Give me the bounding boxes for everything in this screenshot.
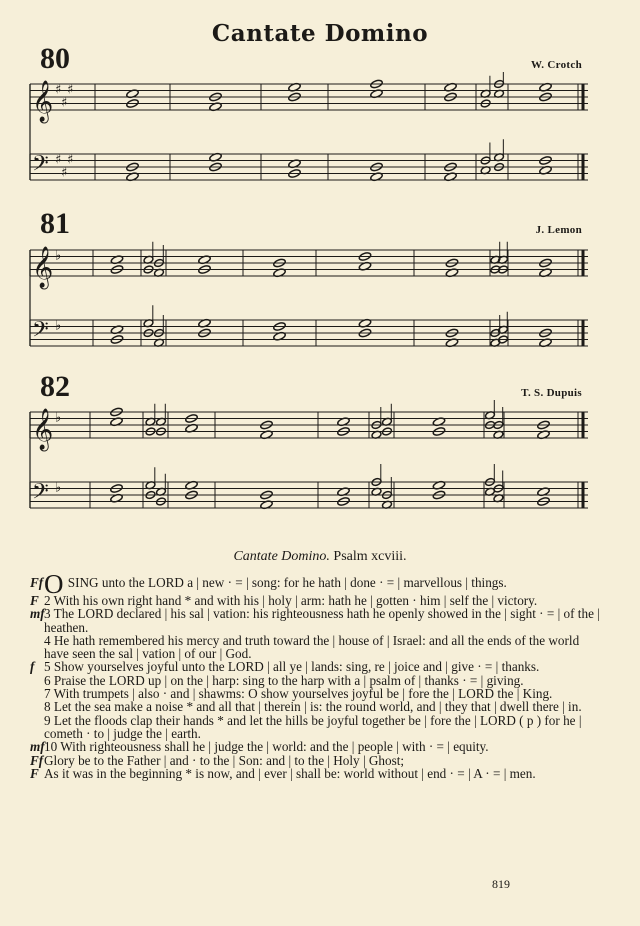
- chant-score-81: [28, 238, 608, 368]
- verse-text: 7 With trumpets | also · and | shawms: O show yourselves joyful be | fore the | LORD the | King.: [44, 686, 553, 702]
- dynamic-mark: F: [30, 765, 39, 781]
- sharp-icon: ♯: [67, 152, 74, 168]
- psalm-text: [30, 569, 602, 781]
- composer-80: W. Crotch: [531, 59, 582, 71]
- composer-82: T. S. Dupuis: [521, 387, 582, 399]
- sharp-icon: ♯: [61, 95, 68, 111]
- hymn-number-81: 81: [40, 207, 70, 240]
- dynamic-mark: Ff: [30, 752, 44, 768]
- verse-6: [30, 674, 602, 687]
- verse-2: [30, 594, 602, 607]
- verse-text: 9 Let the floods clap their hands * and let the hills be joyful together be | fore the | LORD ( p ) for he | cometh · to | judge the | earth.: [44, 712, 582, 741]
- gloria-1: [30, 754, 602, 767]
- verse-9: [30, 714, 602, 741]
- chant-caption: [0, 549, 640, 565]
- verse-1: [30, 569, 602, 599]
- verse-text: 5 Show yourselves joyful unto the LORD | all ye | lands: sing, re | joice and | give · = | thanks.: [44, 659, 540, 675]
- verse-text: 6 Praise the LORD up | on the | harp: sing to the harp with a | psalm of | thanks · = | giving.: [44, 672, 524, 688]
- drop-cap: O: [44, 569, 64, 599]
- verse-8: [30, 700, 602, 713]
- verse-text: 2 With his own right hand * and with his | holy | arm: hath he | gotten · him | self the | victory.: [44, 593, 538, 608]
- flat-icon: ♭: [55, 248, 62, 264]
- composer-81: J. Lemon: [535, 224, 582, 236]
- chant-score-82: [28, 400, 608, 530]
- verse-text: 8 Let the sea make a noise * and all that | therein | is: the round world, and | they that | dwell there | in.: [44, 699, 582, 715]
- chant-score-80: [28, 72, 608, 202]
- dynamic-mark: mf: [30, 739, 45, 755]
- gloria-2: [30, 767, 602, 780]
- dynamic-mark: mf: [30, 606, 45, 622]
- sharp-icon: ♯: [55, 152, 62, 168]
- flat-icon: ♭: [55, 480, 62, 496]
- verse-text: 4 He hath remembered his mercy and truth toward the | house of | Israel: and all the ends of the world have seen the sal | vation | of our | God.: [44, 632, 580, 662]
- verse-text: SING unto the LORD a | new · = | song: for he hath | done · = | marvellous | things.: [67, 575, 507, 590]
- bass-clef-icon: 𝄢: [32, 317, 49, 348]
- hymn-number-82: 82: [40, 370, 70, 403]
- caption-title: Cantate Domino.: [233, 549, 330, 564]
- treble-clef-icon: 𝄞: [32, 409, 54, 450]
- verse-text: Glory be to the Father | and · to the | Son: and | to the | Holy | Ghost;: [44, 752, 405, 768]
- sharp-icon: ♯: [67, 82, 74, 98]
- sharp-icon: ♯: [55, 82, 62, 98]
- verse-5: [30, 660, 602, 673]
- flat-icon: ♭: [55, 410, 62, 426]
- bass-clef-icon: 𝄢: [32, 151, 49, 182]
- verse-text: As it was in the beginning * is now, and | ever | shall be: world without | end · = | A · = | men.: [44, 765, 536, 781]
- dynamic-mark: f: [30, 659, 35, 675]
- dynamic-mark: Ff: [30, 575, 44, 590]
- caption-source: Psalm xcviii.: [333, 549, 407, 564]
- verse-3: [30, 607, 602, 634]
- verse-7: [30, 687, 602, 700]
- verse-4: [30, 634, 602, 661]
- hymn-number-80: 80: [40, 42, 70, 75]
- flat-icon: ♭: [55, 318, 62, 334]
- dynamic-mark: F: [30, 593, 39, 608]
- sharp-icon: ♯: [61, 165, 68, 181]
- verse-text: 3 The LORD declared | his sal | vation: his righteousness hath he openly showed in the | sight · = | of the | heathen.: [44, 606, 600, 635]
- page-title: Cantate Domino: [211, 20, 429, 47]
- treble-clef-icon: 𝄞: [32, 81, 54, 122]
- treble-clef-icon: 𝄞: [32, 247, 54, 288]
- verse-text: 10 With righteousness shall he | judge the | world: and the | people | with · = | equity.: [44, 739, 489, 755]
- verse-10: [30, 740, 602, 753]
- page-number: 819: [492, 877, 510, 891]
- bass-clef-icon: 𝄢: [32, 479, 49, 510]
